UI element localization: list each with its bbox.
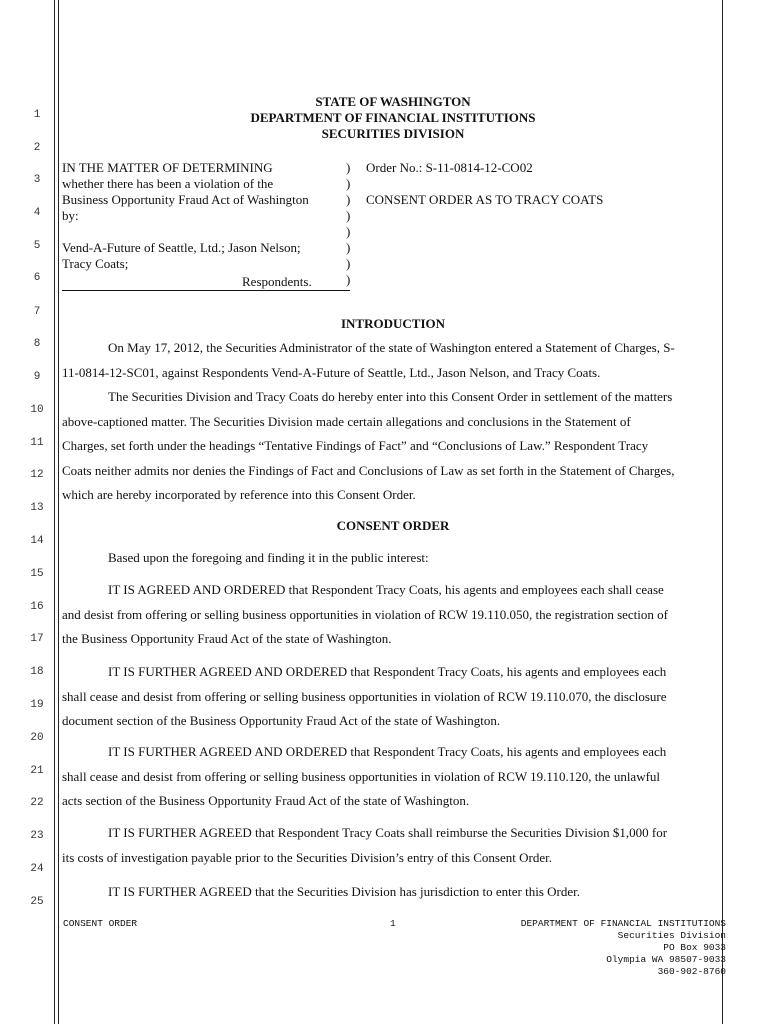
line-number: 11 [30,437,44,449]
footer-phone: 360-902-8760 [657,966,726,977]
caption-line: Tracy Coats; [62,256,129,271]
caption-parens: ) ) ) ) ) ) ) ) [346,160,351,287]
line-number: 5 [33,240,41,252]
respondents-label: Respondents. [242,274,312,289]
caption-line: Vend-A-Future of Seattle, Ltd.; Jason Nelson; [62,240,301,255]
text-line: 11-0814-12-SC01, against Respondents Vend-A-Future of Seattle, Ltd., Jason Nelson, and Tracy Coats. [62,364,601,380]
order-paragraph-2 [62,660,720,734]
footer-address [521,918,726,978]
caption-underline [62,290,350,291]
text-line: above-captioned matter. The Securities Division made certain allegations and conclusions in the Statement of [62,413,631,429]
line-number: 18 [30,666,44,678]
introduction-heading: INTRODUCTION [340,316,445,331]
left-margin-rule-outer [54,0,55,1024]
right-margin-rule [722,0,723,1024]
text-line: IT IS FURTHER AGREED that the Securities Division has jurisdiction to enter this Order. [108,884,580,899]
footer-department: DEPARTMENT OF FINANCIAL INSTITUTIONS [520,918,726,929]
caption-line: whether there has been a violation of the [62,176,274,191]
text-line: the Business Opportunity Fraud Act of the state of Washington. [62,631,392,646]
text-line: document section of the Business Opportunity Fraud Act of the state of Washington. [62,713,501,728]
header-division: SECURITIES DIVISION [321,126,465,141]
line-number: 6 [33,272,41,284]
line-number: 17 [30,633,44,645]
caption-line [62,224,309,240]
header-department: DEPARTMENT OF FINANCIAL INSTITUTIONS [250,110,536,125]
text-line: which are hereby incorporated by reference into this Consent Order. [62,487,416,502]
left-margin-rule-inner [58,0,59,1024]
line-number: 23 [30,830,44,842]
caption-line: IN THE MATTER OF DETERMINING [62,160,273,175]
order-paragraph-1 [62,578,720,652]
text-line: shall cease and desist from offering or selling business opportunities in violation of RCW 19.110.120, the unlawful [62,768,661,784]
line-number: 14 [30,535,44,547]
line-number: 2 [33,142,41,154]
order-paragraph-5 [62,880,720,905]
text-line: IT IS FURTHER AGREED AND ORDERED that Respondent Tracy Coats, his agents and employees each [108,744,667,759]
caption-line: by: [62,208,79,223]
line-number: 24 [30,863,44,875]
page-number: 1 [390,918,396,929]
text-line: On May 17, 2012, the Securities Administrator of the state of Washington entered a Statement of Charges, S- [108,340,675,355]
footer-po-box: PO Box 9033 [663,942,726,953]
order-paragraph-3 [62,740,720,814]
line-number: 4 [33,207,41,219]
caption-left [62,160,309,272]
line-number: 16 [30,601,44,613]
line-number: 21 [30,765,44,777]
line-number: 3 [33,174,41,186]
order-title: CONSENT ORDER AS TO TRACY COATS [366,192,604,207]
line-number: 20 [30,732,44,744]
consent-order-intro [62,546,720,571]
consent-order-heading: CONSENT ORDER [336,518,450,533]
line-number: 8 [33,338,41,350]
line-number: 13 [30,502,44,514]
footer-title: CONSENT ORDER [63,918,138,929]
intro-paragraph-1 [62,336,720,385]
text-line: acts section of the Business Opportunity Fraud Act of the state of Washington. [62,793,470,808]
text-line: Charges, set forth under the headings “Tentative Findings of Fact” and “Conclusions of Law.” Respondent Tracy [62,438,649,453]
intro-paragraph-2 [62,385,720,508]
line-number: 9 [33,371,41,383]
text-line: and desist from offering or selling business opportunities in violation of RCW 19.110.050, the registration section of [62,606,668,622]
line-number: 19 [30,699,44,711]
text-line: The Securities Division and Tracy Coats do hereby enter into this Consent Order in settlement of the matters [108,389,673,404]
line-number: 22 [30,797,44,809]
order-paragraph-4 [62,821,720,870]
text-line: IT IS FURTHER AGREED AND ORDERED that Respondent Tracy Coats, his agents and employees each [108,664,667,679]
header-state: STATE OF WASHINGTON [315,94,471,109]
footer-city: Olympia WA 98507-9033 [606,954,726,965]
line-number: 7 [33,306,41,318]
line-number: 10 [30,404,44,416]
caption-line: Business Opportunity Fraud Act of Washington [62,192,309,207]
text-line: its costs of investigation payable prior to the Securities Division’s entry of this Consent Order. [62,849,552,865]
text-line: shall cease and desist from offering or selling business opportunities in violation of RCW 19.110.070, the disclosure [62,688,667,704]
text-line: IT IS AGREED AND ORDERED that Respondent Tracy Coats, his agents and employees each shall cease [108,582,664,597]
line-number: 15 [30,568,44,580]
text-line: IT IS FURTHER AGREED that Respondent Tracy Coats shall reimburse the Securities Division $1,000 for [108,825,668,840]
text-line: Coats neither admits nor denies the Findings of Fact and Conclusions of Law as set forth in the Statement of Charges, [62,462,675,478]
footer-division: Securities Division [617,930,726,941]
document-header [62,94,724,142]
order-number: Order No.: S-11-0814-12-CO02 [366,160,533,175]
line-number: 25 [30,896,44,908]
line-number: 12 [30,469,44,481]
line-number: 1 [33,109,41,121]
text-line: Based upon the foregoing and finding it in the public interest: [108,550,429,565]
